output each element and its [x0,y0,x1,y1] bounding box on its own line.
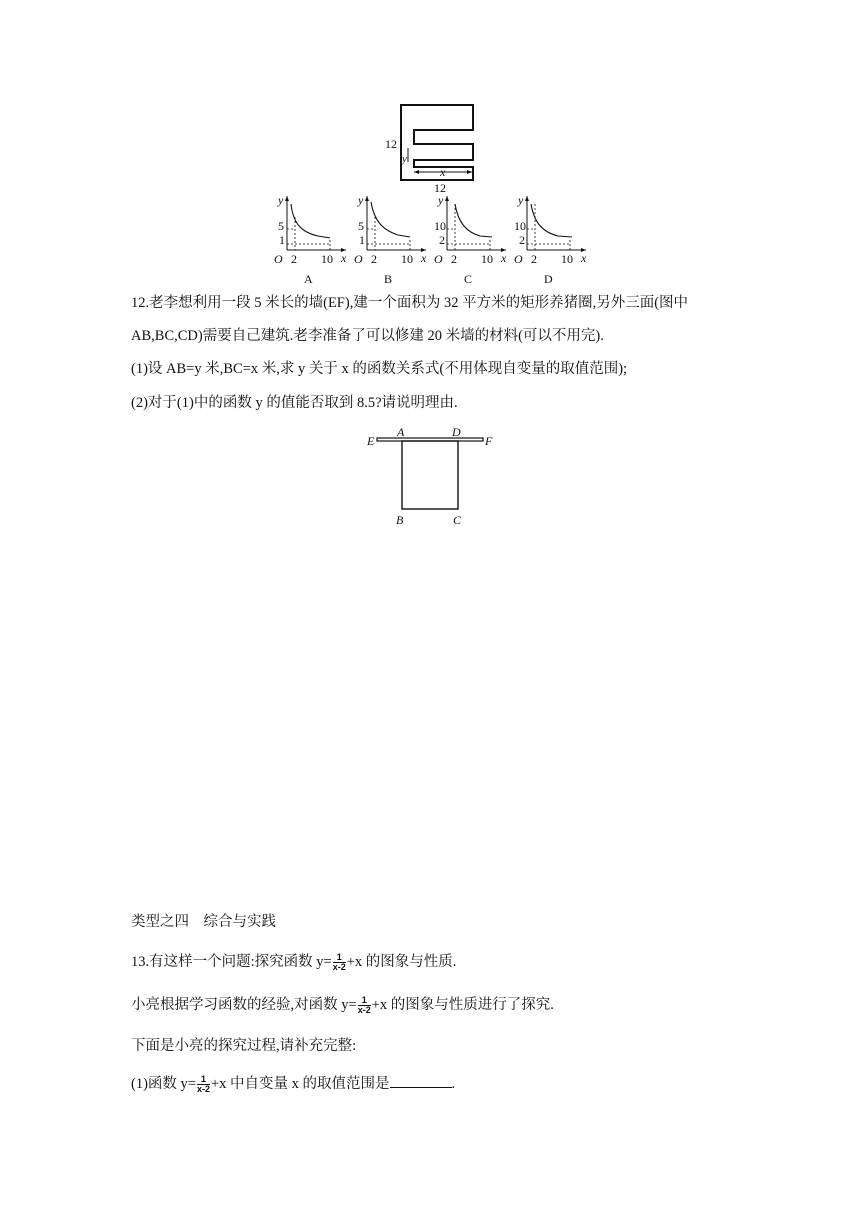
y-tick-top: 5 [278,219,284,233]
q12-part2: (2)对于(1)中的函数 y 的值能否取到 8.5?请说明理由. [131,395,458,411]
y-tick-low: 2 [439,233,445,247]
y-axis-arrow [285,196,289,201]
x-tick-mid: 2 [291,252,297,266]
q13-line2 [131,995,554,1015]
pen-rect [402,441,458,509]
y-axis-label: y [518,193,524,207]
y-tick-low: 2 [519,233,525,247]
y-axis-arrow [365,196,369,201]
label-a: A [397,425,405,439]
x-axis-label: x [501,251,507,265]
fraction [358,996,371,1015]
curve [291,204,330,238]
frac-num: 1 [197,1075,210,1085]
label-e: E [367,434,375,448]
q13-line2-a: 小亮根据学习函数的经验,对函数 y= [131,997,357,1013]
option-letter: A [304,272,313,286]
origin-label: O [434,252,443,266]
q13-intro-b: +x 的图象与性质. [346,954,457,970]
x-arrow-left [414,170,419,174]
label-c: C [453,513,462,527]
frame-y-label: y [402,153,407,165]
pen-figure [360,424,500,530]
x-arrow-right [467,170,472,174]
x-tick-mid: 2 [451,252,457,266]
y-tick-top: 10 [434,219,446,233]
q13-intro-a: 13.有这样一个问题:探究函数 y= [131,954,332,970]
y-axis-label: y [438,193,444,207]
q13-line2-b: +x 的图象与性质进行了探究. [371,997,554,1013]
label-f: F [485,434,493,448]
frac-num: 1 [333,953,346,963]
x-tick-mid: 2 [371,252,377,266]
q13-part1-end: . [451,1076,456,1092]
q13-intro [131,952,456,972]
y-axis-arrow [445,196,449,201]
graph-option-b [350,192,430,288]
curve [455,204,492,237]
y-tick-top: 5 [358,219,364,233]
frac-den: x-2 [196,1084,210,1095]
label-b: B [396,513,404,527]
option-letter: B [384,272,393,286]
x-axis-label: x [341,251,347,265]
curve [371,202,410,237]
y-tick-top: 10 [514,219,526,233]
origin-label: O [354,252,363,266]
frac-den: x-2 [357,1005,371,1016]
label-d: D [452,425,461,439]
graph-option-d [510,192,590,288]
y-axis-arrow [525,196,529,201]
origin-label: O [274,252,283,266]
graph-option-c [430,192,510,288]
graph-option-a [270,192,350,288]
fraction [197,1075,210,1094]
frac-num: 1 [358,996,371,1006]
x-axis-label: x [581,251,587,265]
x-tick-end: 10 [321,252,333,266]
q13-part1-b: +x 中自变量 x 的取值范围是 [210,1076,390,1092]
fraction [333,953,346,972]
q13-line3: 下面是小亮的探究过程,请补充完整: [131,1038,357,1054]
section-title: 类型之四 综合与实践 [131,914,276,930]
y-axis-label: y [358,193,364,207]
y-tick-low: 1 [359,233,365,247]
q12-line2: AB,BC,CD)需要自己建筑.老李准备了可以修建 20 米墙的材料(可以不用完). [131,328,604,344]
q12-line1: 12.老李想利用一段 5 米长的墙(EF),建一个面积为 32 平方米的矩形养猪圈,另外三面(图中 [131,295,689,311]
x-tick-end: 10 [401,252,413,266]
q13-part1 [131,1073,455,1094]
frame-side-label: 12 [385,137,397,151]
frame-x-label: x [440,165,446,179]
option-letter: C [464,272,473,286]
graph-options [270,192,600,288]
frame-figure [380,100,490,196]
q12-part1: (1)设 AB=y 米,BC=x 米,求 y 关于 x 的函数关系式(不用体现自变量的取值范围); [131,361,628,377]
answer-blank[interactable] [390,1073,452,1088]
y-tick-low: 1 [279,233,285,247]
origin-label: O [514,252,523,266]
frame-outline [401,105,473,180]
x-tick-end: 10 [561,252,573,266]
y-axis-label: y [278,193,284,207]
x-tick-mid: 2 [531,252,537,266]
x-tick-end: 10 [481,252,493,266]
curve [531,204,572,237]
x-axis-label: x [421,251,427,265]
frac-den: x-2 [332,962,346,973]
option-letter: D [544,272,553,286]
q13-part1-a: (1)函数 y= [131,1076,196,1092]
frame-bottom-label: 12 [434,181,446,195]
